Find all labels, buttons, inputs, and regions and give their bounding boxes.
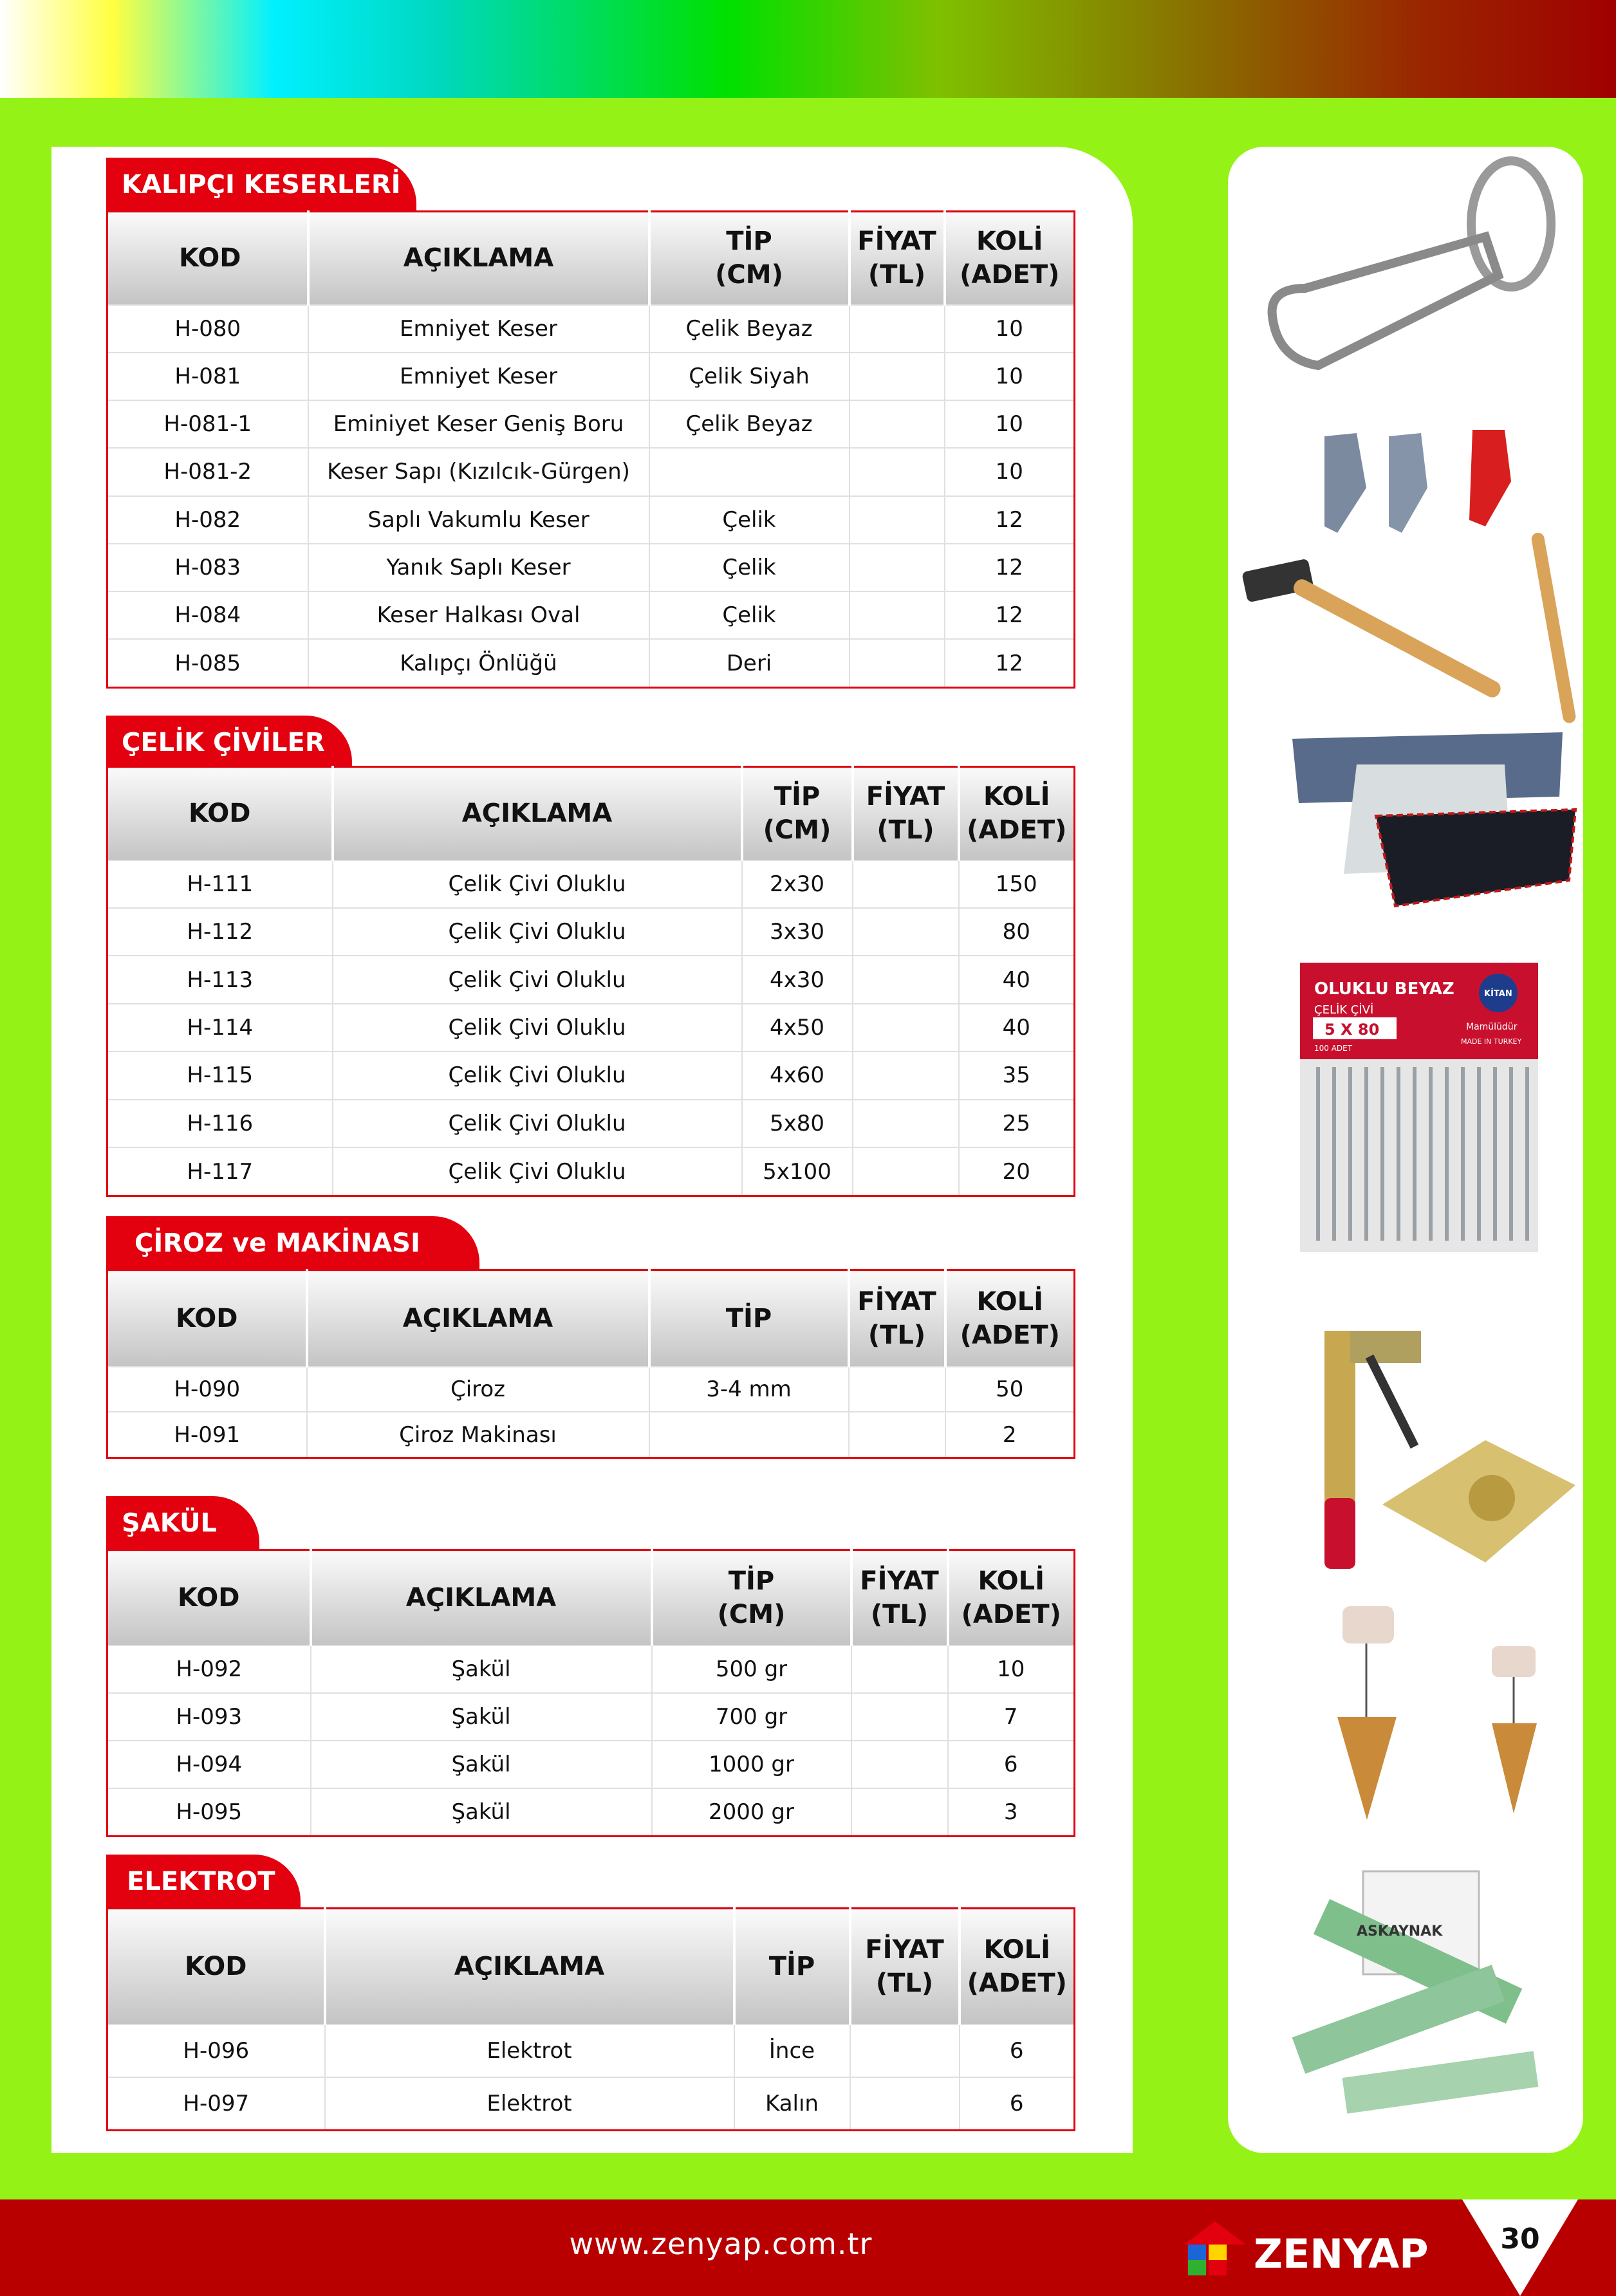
- product-table: [106, 1549, 1075, 1837]
- cell-kod: H-090: [107, 1367, 307, 1412]
- cell-aciklama: Çelik Çivi Oluklu: [333, 1004, 742, 1051]
- zenyap-logo: [1178, 2219, 1429, 2277]
- col-aciklama: AÇIKLAMA: [325, 1909, 734, 2024]
- cell-fiyat: [853, 1147, 959, 1196]
- cell-kod: H-081-1: [107, 400, 308, 448]
- nail-pack-count: 100 ADET: [1314, 1044, 1353, 1053]
- section-title: ŞAKÜL: [106, 1496, 259, 1550]
- apron-image: [1292, 732, 1575, 906]
- keser-ring-image: [1272, 161, 1551, 366]
- cell-koli: 20: [959, 1147, 1075, 1196]
- cell-tip: 4x50: [742, 1004, 853, 1051]
- cell-kod: H-113: [107, 956, 333, 1003]
- cell-koli: 10: [945, 305, 1075, 353]
- cell-kod: H-083: [107, 544, 308, 591]
- cell-aciklama: Çelik Çivi Oluklu: [333, 908, 742, 956]
- section-title: KALIPÇI KESERLERİ: [106, 158, 416, 212]
- keser-heads-image: [1241, 430, 1577, 724]
- table-row: [107, 1645, 1075, 1693]
- ciroz-machine-image: [1324, 1331, 1575, 1569]
- table-row: [107, 1693, 1075, 1741]
- section-title: ÇELİK ÇİVİLER: [106, 716, 352, 770]
- cell-tip: 3x30: [742, 908, 853, 956]
- top-gradient-bar: [0, 0, 1616, 98]
- cell-fiyat: [850, 353, 945, 400]
- cell-tip: Çelik Siyah: [649, 353, 850, 400]
- cell-koli: 6: [960, 2024, 1075, 2077]
- cell-fiyat: [850, 400, 945, 448]
- cell-tip: 3-4 mm: [649, 1367, 849, 1412]
- cell-aciklama: Çiroz Makinası: [307, 1412, 649, 1458]
- cell-koli: 10: [948, 1645, 1075, 1693]
- cell-fiyat: [851, 1645, 948, 1693]
- cell-fiyat: [853, 860, 959, 908]
- col-kod: KOD: [107, 212, 308, 305]
- cell-fiyat: [851, 1693, 948, 1741]
- col-fiyat: FİYAT (TL): [849, 1270, 945, 1367]
- cell-kod: H-082: [107, 496, 308, 544]
- col-tip: TİP: [734, 1909, 850, 2024]
- cell-fiyat: [850, 2077, 960, 2131]
- table-row: [107, 1147, 1075, 1196]
- cell-fiyat: [850, 448, 945, 495]
- cell-aciklama: Emniyet Keser: [308, 353, 649, 400]
- col-koli: KOLİ (ADET): [945, 212, 1075, 305]
- cell-fiyat: [850, 496, 945, 544]
- cell-aciklama: Şakül: [311, 1693, 652, 1741]
- cell-tip: Deri: [649, 639, 850, 687]
- col-kod: KOD: [107, 1270, 307, 1367]
- brand-name: ZENYAP: [1254, 2230, 1429, 2277]
- cell-fiyat: [849, 1367, 945, 1412]
- col-aciklama: AÇIKLAMA: [308, 212, 649, 305]
- nail-pack-title: OLUKLU BEYAZ: [1314, 979, 1454, 999]
- cell-koli: 10: [945, 448, 1075, 495]
- col-tip: TİP (CM): [652, 1550, 851, 1645]
- cell-koli: 40: [959, 956, 1075, 1003]
- cell-aciklama: Keser Sapı (Kızılcık-Gürgen): [308, 448, 649, 495]
- table-row: [107, 1051, 1075, 1099]
- cell-aciklama: Çelik Çivi Oluklu: [333, 860, 742, 908]
- table-row: [107, 1788, 1075, 1837]
- cell-aciklama: Şakül: [311, 1645, 652, 1693]
- cell-tip: Kalın: [734, 2077, 850, 2131]
- cell-tip: 4x60: [742, 1051, 853, 1099]
- table-row: [107, 860, 1075, 908]
- cell-koli: 12: [945, 544, 1075, 591]
- house-icon: [1178, 2219, 1254, 2275]
- cell-aciklama: Şakül: [311, 1741, 652, 1788]
- cell-koli: 6: [960, 2077, 1075, 2131]
- col-fiyat: FİYAT (TL): [850, 212, 945, 305]
- cell-kod: H-084: [107, 591, 308, 639]
- section-title: ÇİROZ ve MAKİNASI: [106, 1216, 479, 1270]
- col-tip: TİP (CM): [742, 767, 853, 860]
- cell-aciklama: Yanık Saplı Keser: [308, 544, 649, 591]
- cell-fiyat: [849, 1412, 945, 1458]
- table-row: [107, 1367, 1075, 1412]
- table-row: [107, 639, 1075, 687]
- cell-fiyat: [853, 956, 959, 1003]
- product-illustrations: [1228, 147, 1583, 2153]
- nail-pack-size: 5 X 80: [1324, 1021, 1380, 1039]
- cell-kod: H-081-2: [107, 448, 308, 495]
- product-table: [106, 1269, 1075, 1459]
- cell-fiyat: [850, 639, 945, 687]
- cell-aciklama: Çelik Çivi Oluklu: [333, 1051, 742, 1099]
- nail-pack-sub: ÇELİK ÇİVİ: [1314, 1003, 1374, 1017]
- col-kod: KOD: [107, 1909, 325, 2024]
- col-koli: KOLİ (ADET): [960, 1909, 1075, 2024]
- cell-tip: Çelik: [649, 496, 850, 544]
- cell-kod: H-081: [107, 353, 308, 400]
- cell-aciklama: Elektrot: [325, 2024, 734, 2077]
- cell-fiyat: [853, 1100, 959, 1147]
- website-link[interactable]: www.zenyap.com.tr: [569, 2227, 873, 2261]
- cell-koli: 80: [959, 908, 1075, 956]
- table-row: [107, 1100, 1075, 1147]
- table-row: [107, 908, 1075, 956]
- cell-koli: 7: [948, 1693, 1075, 1741]
- cell-koli: 12: [945, 496, 1075, 544]
- table-row: [107, 1741, 1075, 1788]
- col-koli: KOLİ (ADET): [959, 767, 1075, 860]
- cell-tip: 5x100: [742, 1147, 853, 1196]
- cell-fiyat: [853, 1051, 959, 1099]
- cell-kod: H-097: [107, 2077, 325, 2131]
- cell-kod: H-117: [107, 1147, 333, 1196]
- cell-aciklama: Çiroz: [307, 1367, 649, 1412]
- cell-tip: 2000 gr: [652, 1788, 851, 1837]
- nail-pack-origin: MADE IN TURKEY: [1461, 1037, 1522, 1046]
- cell-kod: H-111: [107, 860, 333, 908]
- cell-kod: H-112: [107, 908, 333, 956]
- cell-aciklama: Elektrot: [325, 2077, 734, 2131]
- product-table: [106, 1907, 1075, 2131]
- nail-pack-brand: KİTAN: [1484, 989, 1512, 999]
- cell-aciklama: Saplı Vakumlu Keser: [308, 496, 649, 544]
- cell-kod: H-096: [107, 2024, 325, 2077]
- col-kod: KOD: [107, 767, 333, 860]
- cell-fiyat: [850, 305, 945, 353]
- col-koli: KOLİ (ADET): [945, 1270, 1075, 1367]
- cell-koli: 150: [959, 860, 1075, 908]
- cell-tip: 700 gr: [652, 1693, 851, 1741]
- table-row: [107, 544, 1075, 591]
- cell-aciklama: Kalıpçı Önlüğü: [308, 639, 649, 687]
- cell-koli: 10: [945, 400, 1075, 448]
- nail-pack-image: [1300, 963, 1538, 1252]
- cell-kod: H-114: [107, 1004, 333, 1051]
- cell-fiyat: [851, 1741, 948, 1788]
- cell-fiyat: [853, 908, 959, 956]
- col-tip: TİP (CM): [649, 212, 850, 305]
- cell-koli: 2: [945, 1412, 1075, 1458]
- cell-kod: H-092: [107, 1645, 311, 1693]
- col-tip: TİP: [649, 1270, 849, 1367]
- col-fiyat: FİYAT (TL): [851, 1550, 948, 1645]
- col-fiyat: FİYAT (TL): [853, 767, 959, 860]
- cell-kod: H-094: [107, 1741, 311, 1788]
- cell-fiyat: [850, 544, 945, 591]
- cell-tip: 500 gr: [652, 1645, 851, 1693]
- cell-tip: 2x30: [742, 860, 853, 908]
- cell-aciklama: Eminiyet Keser Geniş Boru: [308, 400, 649, 448]
- cell-tip: İnce: [734, 2024, 850, 2077]
- cell-fiyat: [850, 591, 945, 639]
- cell-tip: Çelik: [649, 544, 850, 591]
- table-row: [107, 400, 1075, 448]
- section-title: ELEKTROT: [106, 1855, 301, 1909]
- cell-tip: Çelik Beyaz: [649, 400, 850, 448]
- cell-koli: 40: [959, 1004, 1075, 1051]
- cell-kod: H-085: [107, 639, 308, 687]
- cell-tip: Çelik Beyaz: [649, 305, 850, 353]
- cell-koli: 12: [945, 591, 1075, 639]
- cell-kod: H-095: [107, 1788, 311, 1837]
- cell-tip: [649, 1412, 849, 1458]
- table-row: [107, 2024, 1075, 2077]
- cell-tip: Çelik: [649, 591, 850, 639]
- product-table: [106, 766, 1075, 1197]
- cell-koli: 50: [945, 1367, 1075, 1412]
- cell-kod: H-093: [107, 1693, 311, 1741]
- table-row: [107, 305, 1075, 353]
- page-number: 30: [1500, 2223, 1540, 2255]
- table-row: [107, 448, 1075, 495]
- cell-aciklama: Emniyet Keser: [308, 305, 649, 353]
- product-table: [106, 210, 1075, 689]
- cell-tip: [649, 448, 850, 495]
- cell-kod: H-115: [107, 1051, 333, 1099]
- cell-aciklama: Keser Halkası Oval: [308, 591, 649, 639]
- table-row: [107, 353, 1075, 400]
- cell-koli: 25: [959, 1100, 1075, 1147]
- cell-fiyat: [850, 2024, 960, 2077]
- cell-koli: 12: [945, 639, 1075, 687]
- col-kod: KOD: [107, 1550, 311, 1645]
- electrode-boxes-image: [1292, 1871, 1539, 2114]
- cell-kod: H-080: [107, 305, 308, 353]
- cell-aciklama: Çelik Çivi Oluklu: [333, 956, 742, 1003]
- table-row: [107, 1412, 1075, 1458]
- col-aciklama: AÇIKLAMA: [307, 1270, 649, 1367]
- col-fiyat: FİYAT (TL): [850, 1909, 960, 2024]
- table-row: [107, 496, 1075, 544]
- cell-koli: 6: [948, 1741, 1075, 1788]
- cell-tip: 5x80: [742, 1100, 853, 1147]
- table-row: [107, 956, 1075, 1003]
- cell-aciklama: Çelik Çivi Oluklu: [333, 1100, 742, 1147]
- cell-koli: 35: [959, 1051, 1075, 1099]
- footer: [0, 2199, 1616, 2296]
- nail-pack-made: Mamülüdür: [1466, 1022, 1518, 1032]
- table-row: [107, 2077, 1075, 2131]
- cell-tip: 4x30: [742, 956, 853, 1003]
- cell-aciklama: Şakül: [311, 1788, 652, 1837]
- cell-tip: 1000 gr: [652, 1741, 851, 1788]
- cell-kod: H-091: [107, 1412, 307, 1458]
- cell-fiyat: [851, 1788, 948, 1837]
- col-aciklama: AÇIKLAMA: [311, 1550, 652, 1645]
- table-row: [107, 591, 1075, 639]
- cell-koli: 10: [945, 353, 1075, 400]
- col-aciklama: AÇIKLAMA: [333, 767, 742, 860]
- plumb-bob-image: [1337, 1606, 1537, 1820]
- col-koli: KOLİ (ADET): [948, 1550, 1075, 1645]
- electrode-brand: ASKAYNAK: [1357, 1923, 1443, 1940]
- cell-aciklama: Çelik Çivi Oluklu: [333, 1147, 742, 1196]
- cell-fiyat: [853, 1004, 959, 1051]
- cell-kod: H-116: [107, 1100, 333, 1147]
- table-row: [107, 1004, 1075, 1051]
- cell-koli: 3: [948, 1788, 1075, 1837]
